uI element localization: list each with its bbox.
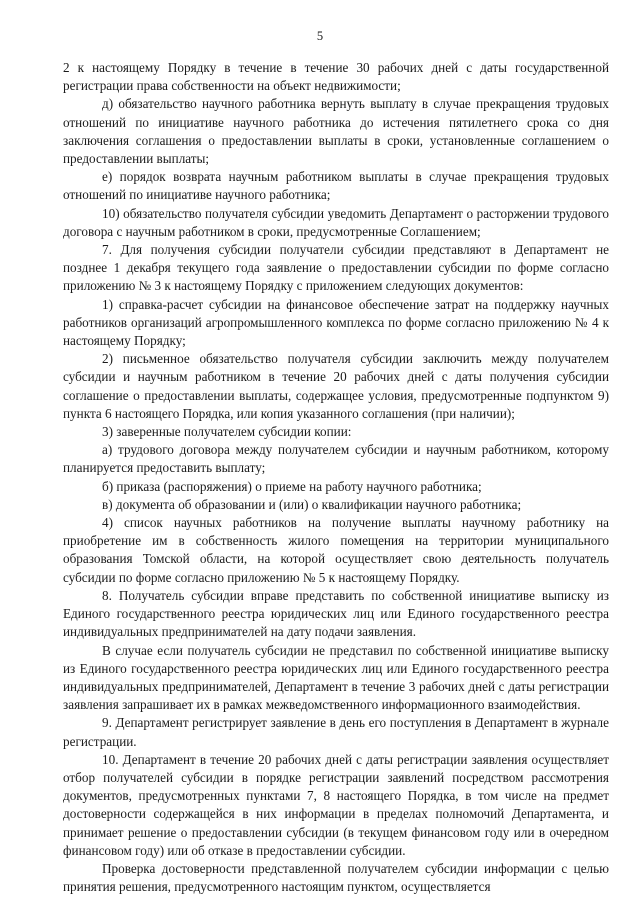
paragraph: В случае если получатель субсидии не представил по собственной инициативе выписку из Единого государственного реестра юридических лиц или Единого государственного реестра индивидуальных предпринимателей, Департамент в течение 3 рабочих дней с даты регистрации заявления запрашивает их в рамках межведомственного информационного взаимодействия. [63,642,609,713]
paragraph: д) обязательство научного работника вернуть выплату в случае прекращения трудовых отношений по инициативе научного работника до истечения пятилетнего срока со дня заключения соглашения о предоставлении выплаты в сроки, установленные соглашением о предоставлении выплаты; [63,96,609,167]
paragraph: е) порядок возврата научным работником выплаты в случае прекращения трудовых отношений по инициативе научного работника; [63,169,609,203]
paragraph: 3) заверенные получателем субсидии копии: [102,424,352,440]
paragraph: б) приказа (распоряжения) о приеме на работу научного работника; [102,478,482,494]
paragraph: 2 к настоящему Порядку в течение в течение 30 рабочих дней с даты государственной регистрации права собственности на объект недвижимости; [63,60,609,94]
paragraph: 10. Департамент в течение 20 рабочих дней с даты регистрации заявления осуществляет отбор получателей субсидии в порядке регистрации заявлений посредством рассмотрения документов, предусмотренных пунктами 7, 8 настоящего Порядка, в том числе на предмет достоверности содержащейся в них информации в пределах полномочий Департамента, и принимает решение о предоставлении субсидии (в текущем финансовом году или в очередном финансовом году) или об отказе в предоставлении субсидии. [63,751,609,858]
paragraph: 2) письменное обязательство получателя субсидии заключить между получателем субсидии и научным работником в течение 20 рабочих дней с даты получения субсидии соглашение о предоставлении выплаты, содержащее условия, предусмотренные подпунктом 9) пункта 6 настоящего Порядка, или копия указанного соглашения (при наличии); [63,351,609,421]
paragraph: 8. Получатель субсидии вправе представить по собственной инициативе выписку из Единого государственного реестра юридических лиц или Единого государственного реестра индивидуальных предпринимателей на дату подачи заявления. [63,587,609,640]
paragraph: в) документа об образовании и (или) о квалификации научного работника; [102,496,522,512]
page-number: 5 [316,29,324,43]
paragraph: 1) справка-расчет субсидии на финансовое обеспечение затрат на поддержку научных работников организаций агропромышленного комплекса по форме согласно приложению № 4 к настоящему Порядку; [63,296,609,349]
document-body [63,59,609,896]
paragraph: а) трудового договора между получателем субсидии и научным работником, которому планируется предоставить выплату; [63,442,609,476]
paragraph: 9. Департамент регистрирует заявление в день его поступления в Департамент в журнале регистрации. [63,715,609,749]
paragraph: Проверка достоверности представленной получателем субсидии информации с целью принятия решения, предусмотренного настоящим пунктом, осуществляется [63,860,609,895]
paragraph: 10) обязательство получателя субсидии уведомить Департамент о расторжении трудового договора с научным работником в сроки, предусмотренные Соглашением; [63,205,609,239]
paragraph: 4) список научных работников на получение выплаты научному работнику на приобретение им в собственность жилого помещения на территории муниципального образования Томской области, на которой осуществляет свою деятельность получатель субсидии по форме согласно приложению № 5 к настоящему Порядку. [63,515,609,585]
paragraph: 7. Для получения субсидии получатели субсидии представляют в Департамент не позднее 1 декабря текущего года заявление о предоставлении субсидии по форме согласно приложению № 3 к настоящему Порядку с приложением следующих документов: [63,242,609,294]
